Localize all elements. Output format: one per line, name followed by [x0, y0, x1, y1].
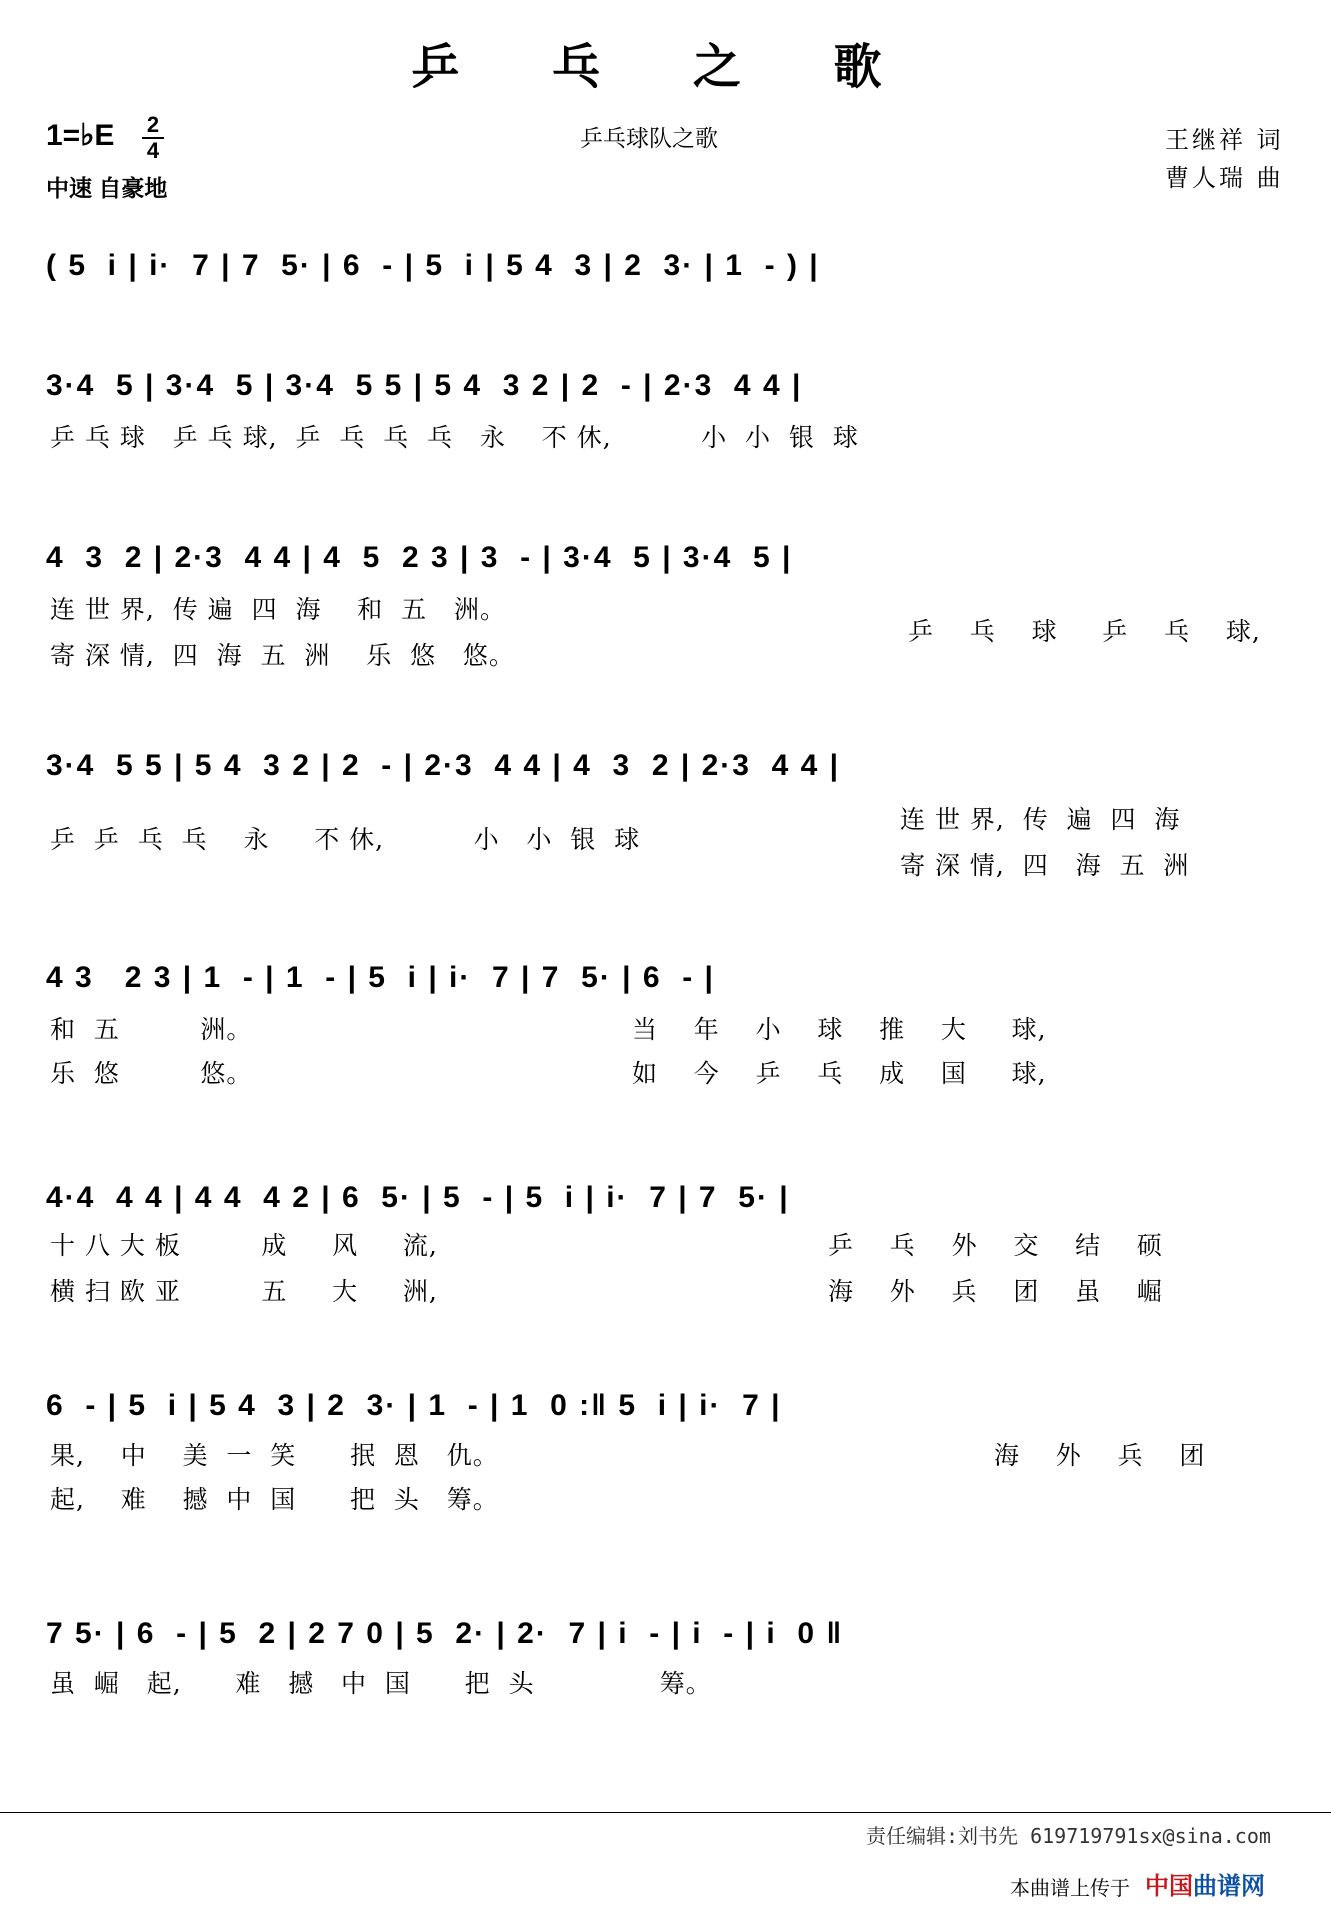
time-sig-bottom: 4: [146, 138, 160, 163]
score-line-7-lyric-1: 果, 中 美 一 笑 抿 恩 仇。: [50, 1441, 499, 1470]
score-line-3-lyric-2: 寄 深 情, 四 海 五 洲 乐 悠 悠。: [50, 641, 515, 670]
tempo-marking: 中速 自豪地: [46, 175, 168, 201]
upload-note: 本曲谱上传于: [1010, 1878, 1130, 1900]
logo-brand: 中国: [1145, 1873, 1193, 1900]
score-line-3: [46, 540, 1286, 576]
score-line-2: [46, 368, 1286, 404]
score-line-8-lyric-1: 虽 崛 起, 难 撼 中 国 把 头 筹。: [50, 1669, 712, 1698]
score-line-5-lyric-3: 当 年 小 球 推 大 球,: [632, 1015, 1047, 1044]
score-line-4-lyric-1: 乒 乒 乓 乓 永 不 休, 小 小 银 球: [50, 825, 641, 854]
score-line-4-notes: 3·4 5 5 | 5 4 3 2 | 2 - | 2·3 4 4 | 4 3 2 | 2·3 4 4 |: [46, 749, 841, 782]
score-line-5-lyric-1: 和 五 洲。: [50, 1015, 253, 1044]
score-line-7-notes: 6 - | 5 i | 5 4 3 | 2 3· | 1 - | 1 0 :‖ 5 i | i· 7 |: [46, 1389, 782, 1422]
editor-credit: 责任编辑:刘书先 619719791sx@sina.com: [866, 1824, 1271, 1848]
composer-credit: 曹人瑞 曲: [1165, 164, 1284, 192]
page-title: 乒 乓 之 歌: [411, 39, 920, 95]
key-signature: 1=♭E: [46, 119, 115, 152]
score-line-7-lyric-2: 起, 难 撼 中 国 把 头 筹。: [50, 1485, 499, 1514]
score-line-6-lyric-1: 十 八 大 板 成 风 流,: [50, 1231, 438, 1260]
score-line-5-lyric-4: 如 今 乒 乓 成 国 球,: [632, 1059, 1047, 1088]
score-line-3-lyric-3: 乒 乓 球 乒 乓 球,: [908, 617, 1261, 646]
score-line-5-lyric-2: 乐 悠 悠。: [50, 1059, 253, 1088]
score-line-7-lyric-3: 海 外 兵 团: [994, 1441, 1206, 1470]
footer-divider: [0, 1812, 1331, 1813]
score-line-3-lyric-1: 连 世 界, 传 遍 四 海 和 五 洲。: [50, 595, 506, 624]
lyricist-credit: 王继祥 词: [1165, 126, 1284, 154]
logo-site: 曲谱网: [1193, 1873, 1265, 1900]
score-line-7: [46, 1388, 1286, 1424]
time-signature: [142, 114, 164, 162]
subtitle: 乒乓球队之歌: [580, 126, 718, 152]
score-line-6-lyric-2: 横 扫 欧 亚 五 大 洲,: [50, 1277, 438, 1306]
time-sig-top: 2: [146, 112, 160, 137]
score-line-2-notes: 3·4 5 | 3·4 5 | 3·4 5 5 | 5 4 3 2 | 2 - | 2·3 4 4 |: [46, 369, 803, 402]
score-line-6: [46, 1180, 1286, 1216]
score-line-4-lyric-2: 连 世 界, 传 遍 四 海: [900, 805, 1181, 834]
score-line-6-lyric-4: 海 外 兵 团 虽 崛: [828, 1277, 1163, 1306]
score-line-3-notes: 4 3 2 | 2·3 4 4 | 4 5 2 3 | 3 - | 3·4 5 | 3·4 5 |: [46, 541, 793, 574]
score-line-6-notes: 4·4 4 4 | 4 4 4 2 | 6 5· | 5 - | 5 i | i· 7 | 7 5· |: [46, 1181, 790, 1214]
score-line-1: [46, 248, 1286, 284]
score-line-8-notes: 7 5· | 6 - | 5 2 | 2 7 0 | 5 2· | 2· 7 | i - | i - | i 0 ‖: [46, 1617, 844, 1650]
score-line-5: [46, 960, 1286, 996]
score-line-4: [46, 748, 1286, 784]
score-line-5-notes: 4 3 2 3 | 1 - | 1 - | 5 i | i· 7 | 7 5· | 6 - |: [46, 961, 715, 994]
score-line-6-lyric-3: 乒 乓 外 交 结 硕: [828, 1231, 1163, 1260]
score-line-8: [46, 1616, 1286, 1652]
score-line-2-lyric-1: 乒 乓 球 乒 乓 球, 乒 乓 乓 乓 永 不 休, 小 小 银 球: [50, 423, 859, 452]
site-logo[interactable]: [1145, 1866, 1265, 1901]
score-line-1-notes: ( 5 i | i· 7 | 7 5· | 6 - | 5 i | 5 4 3 | 2 3· | 1 - ) |: [46, 249, 820, 282]
score-line-4-lyric-3: 寄 深 情, 四 海 五 洲: [900, 851, 1190, 880]
